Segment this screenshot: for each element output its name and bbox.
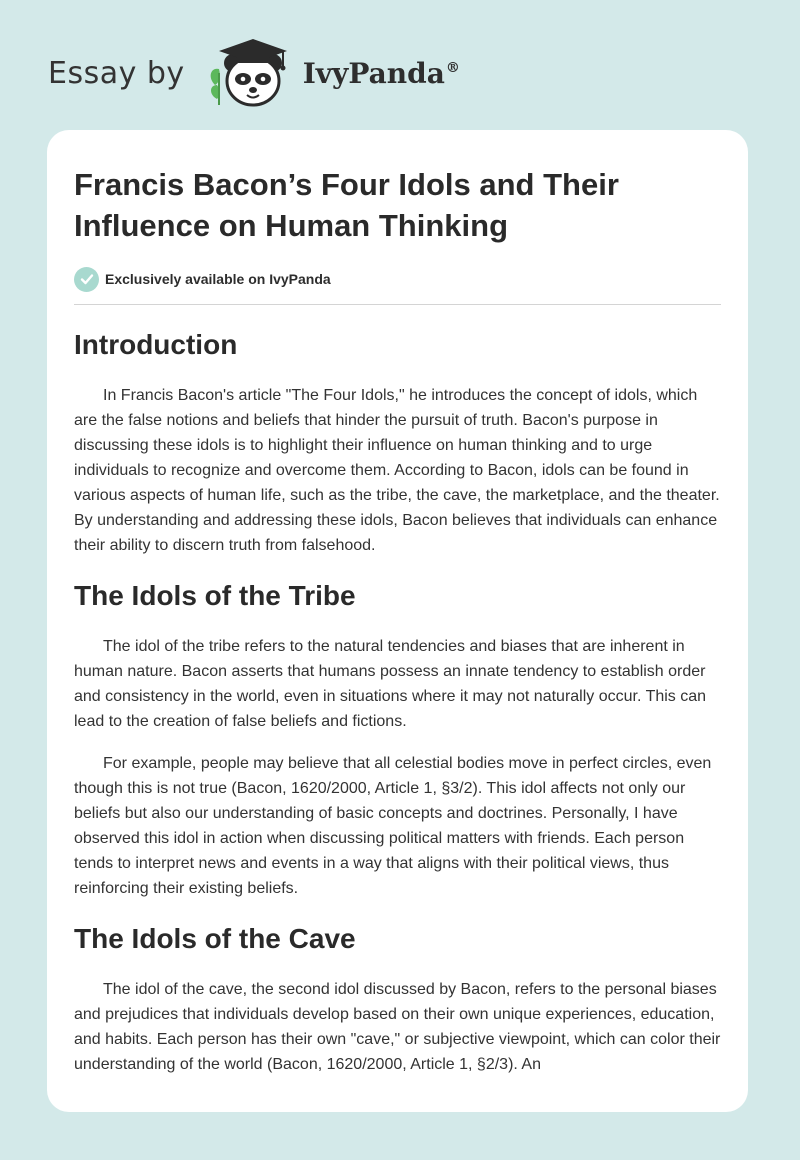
site-header-logo[interactable] [48, 28, 608, 118]
section-heading-idols-of-the-tribe: The Idols of the Tribe [74, 580, 356, 611]
article-card [47, 130, 748, 1112]
paragraph: For example, people may believe that all celestial bodies move in perfect circles, even though this is not true (Bacon, 1620/2000, Article 1, §3/2). This idol affects not only our beliefs but also our understanding of basic concepts and doctrines. Personally, I have observed this idol in action when discussing political matters with friends. Each person tends to interpret news and events in a way that aligns with their political views, thus reinforcing their existing beliefs. [74, 755, 712, 897]
paragraph: The idol of the tribe refers to the natural tendencies and biases that are inherent in human nature. Bacon asserts that humans possess an innate tendency to establish order and consistency in the world, even in situations where it may not naturally occur. This can lead to the creation of false beliefs and fictions. [74, 638, 707, 730]
panda-graduate-icon [203, 33, 299, 113]
paragraph: In Francis Bacon's article "The Four Idols," he introduces the concept of idols, which are the false notions and beliefs that hinder the pursuit of truth. Bacon's purpose in discussing these idols is to highlight their influence on human thinking and to urge individuals to recognize and overcome them. According to Bacon, idols can be found in various aspects of human life, such as the tribe, the cave, the marketplace, and the theater. By understanding and addressing these idols, Bacon believes that individuals can enhance their ability to discern truth from falsehood. [74, 387, 720, 554]
exclusive-label: Exclusively available on IvyPanda [105, 271, 331, 287]
brand-name: IvyPanda® [302, 56, 460, 90]
paragraph: The idol of the cave, the second idol discussed by Bacon, refers to the personal biases and prejudices that individuals develop based on their own unique experiences, education, and habits. Each person has their own "cave," or subjective viewpoint, which can color their understanding of the world (Bacon, 1620/2000, Article 1, §2/3). An [74, 981, 721, 1073]
title-divider [74, 304, 721, 305]
section-heading-idols-of-the-cave: The Idols of the Cave [74, 923, 356, 954]
exclusive-badge [74, 266, 721, 292]
article-title: Francis Bacon’s Four Idols and Their Influence on Human Thinking [74, 167, 619, 243]
check-circle-icon [74, 267, 99, 292]
brand-prefix: Essay by [48, 55, 185, 91]
section-heading-introduction: Introduction [74, 329, 238, 360]
